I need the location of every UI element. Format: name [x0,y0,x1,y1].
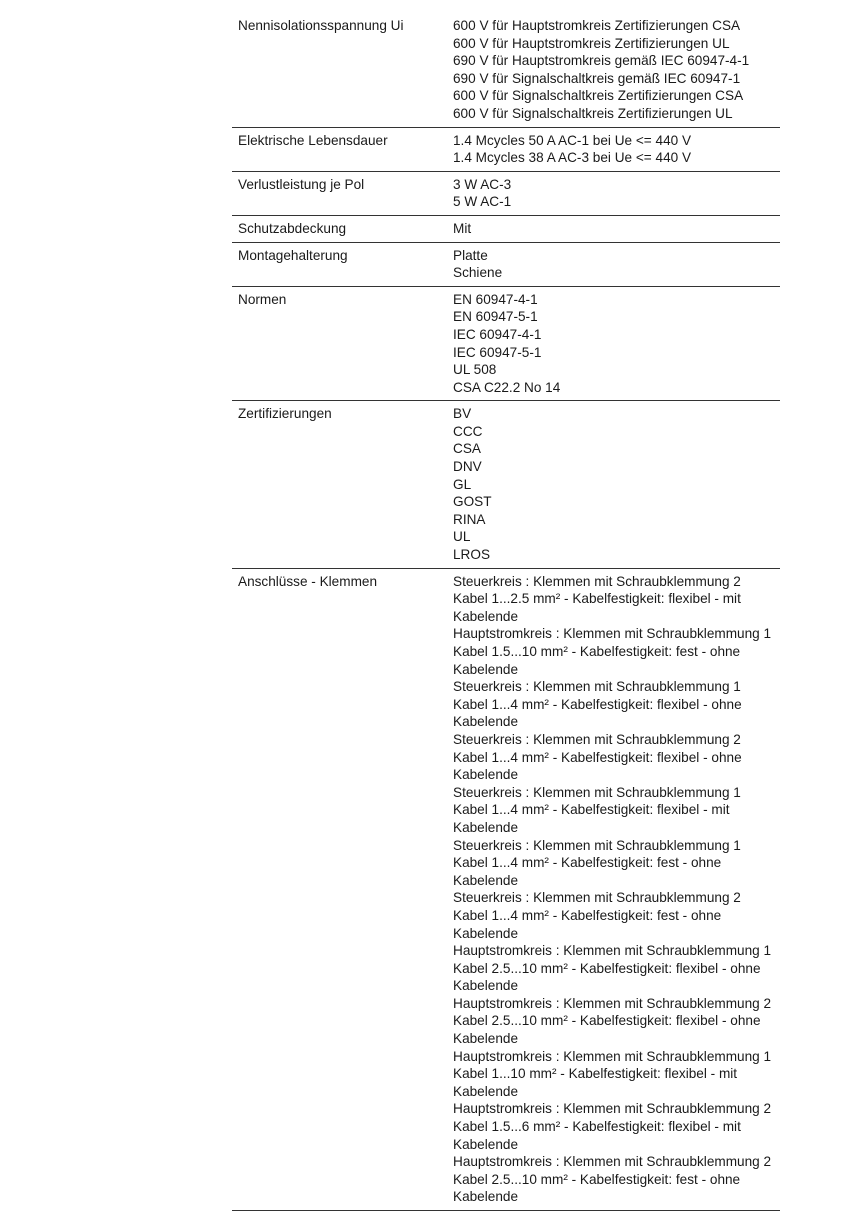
spec-table [232,13,780,1211]
spec-value: IEC 60947-5-1 [453,344,542,360]
spec-value: CCC [453,423,483,439]
spec-values [453,405,780,563]
spec-value: 5 W AC-1 [453,194,512,210]
spec-value: GL [453,476,472,492]
spec-value: 600 V für Signalschaltkreis Zertifizierungen UL [453,105,733,121]
spec-value: Hauptstromkreis : Klemmen mit Schraubklemmung 1 Kabel 2.5...10 mm² - Kabelfestigkeit: flexibel - ohne Kabelende [453,943,772,994]
spec-value: Steuerkreis : Klemmen mit Schraubklemmung 1 Kabel 1...4 mm² - Kabelfestigkeit: flexibel - mit Kabelende [453,784,741,835]
spec-value: Steuerkreis : Klemmen mit Schraubklemmung 1 Kabel 1...4 mm² - Kabelfestigkeit: flexibel - ohne Kabelende [453,679,742,730]
spec-label: Schutzabdeckung [238,220,347,236]
spec-label: Montagehalterung [238,247,348,263]
spec-value: 1.4 Mcycles 50 A AC-1 bei Ue <= 440 V [453,132,692,148]
spec-value: Platte [453,247,488,263]
spec-value: Hauptstromkreis : Klemmen mit Schraubklemmung 1 Kabel 1...10 mm² - Kabelfestigkeit: flexibel - mit Kabelende [453,1048,772,1099]
spec-value: BV [453,406,472,422]
spec-value: CSA C22.2 No 14 [453,379,561,395]
spec-row-power-dissipation [232,172,780,216]
spec-value: Steuerkreis : Klemmen mit Schraubklemmung 2 Kabel 1...2.5 mm² - Kabelfestigkeit: flexibel - mit Kabelende [453,573,741,624]
spec-value: EN 60947-5-1 [453,309,538,325]
spec-label: Zertifizierungen [238,406,332,422]
spec-label: Elektrische Lebensdauer [238,132,388,148]
spec-value: UL [453,529,471,545]
spec-label: Verlustleistung je Pol [238,176,365,192]
spec-values [453,132,780,167]
spec-values [453,291,780,397]
spec-row-standards [232,287,780,402]
spec-row-electrical-durability [232,128,780,172]
spec-values [453,247,780,282]
spec-value: Steuerkreis : Klemmen mit Schraubklemmung 2 Kabel 1...4 mm² - Kabelfestigkeit: fest - ohne Kabelende [453,890,741,941]
spec-value: Schiene [453,265,503,281]
spec-value: 600 V für Signalschaltkreis Zertifizierungen CSA [453,88,744,104]
spec-label: Anschlüsse - Klemmen [238,573,378,589]
spec-value: UL 508 [453,362,497,378]
spec-row-mounting-support [232,243,780,287]
spec-value: Hauptstromkreis : Klemmen mit Schraubklemmung 1 Kabel 1.5...10 mm² - Kabelfestigkeit: fest - ohne Kabelende [453,626,772,677]
spec-values [453,176,780,211]
spec-value: 3 W AC-3 [453,176,512,192]
spec-values [453,220,780,238]
spec-value: Steuerkreis : Klemmen mit Schraubklemmung 2 Kabel 1...4 mm² - Kabelfestigkeit: flexibel - ohne Kabelende [453,731,742,783]
spec-value: IEC 60947-4-1 [453,326,542,342]
spec-values [453,17,780,123]
spec-value: GOST [453,494,492,510]
spec-value: 690 V für Signalschaltkreis gemäß IEC 60947-1 [453,70,741,86]
spec-row-protective-cover [232,216,780,243]
spec-value: Hauptstromkreis : Klemmen mit Schraubklemmung 2 Kabel 1.5...6 mm² - Kabelfestigkeit: flexibel - mit Kabelende [453,1101,772,1152]
spec-value: 1.4 Mcycles 38 A AC-3 bei Ue <= 440 V [453,150,692,166]
spec-value: Hauptstromkreis : Klemmen mit Schraubklemmung 2 Kabel 2.5...10 mm² - Kabelfestigkeit: flexibel - ohne Kabelende [453,995,772,1047]
spec-label: Normen [238,291,287,307]
spec-value: DNV [453,459,482,475]
spec-value: Steuerkreis : Klemmen mit Schraubklemmung 1 Kabel 1...4 mm² - Kabelfestigkeit: fest - ohne Kabelende [453,837,741,888]
spec-row-connections-terminals [232,569,780,1211]
spec-values [453,573,780,1206]
spec-value: 600 V für Hauptstromkreis Zertifizierungen UL [453,35,730,51]
spec-value: Mit [453,220,472,236]
spec-row-insulation-voltage [232,13,780,128]
spec-label: Nennisolationsspannung Ui [238,18,404,33]
spec-value: 600 V für Hauptstromkreis Zertifizierungen CSA [453,18,741,33]
spec-value: EN 60947-4-1 [453,291,538,307]
spec-value: CSA [453,441,481,457]
spec-value: RINA [453,511,486,527]
spec-value: 690 V für Hauptstromkreis gemäß IEC 60947-4-1 [453,53,750,69]
spec-value: LROS [453,547,491,563]
spec-value: Hauptstromkreis : Klemmen mit Schraubklemmung 2 Kabel 2.5...10 mm² - Kabelfestigkeit: fest - ohne Kabelende [453,1154,772,1205]
spec-row-certifications [232,401,780,568]
